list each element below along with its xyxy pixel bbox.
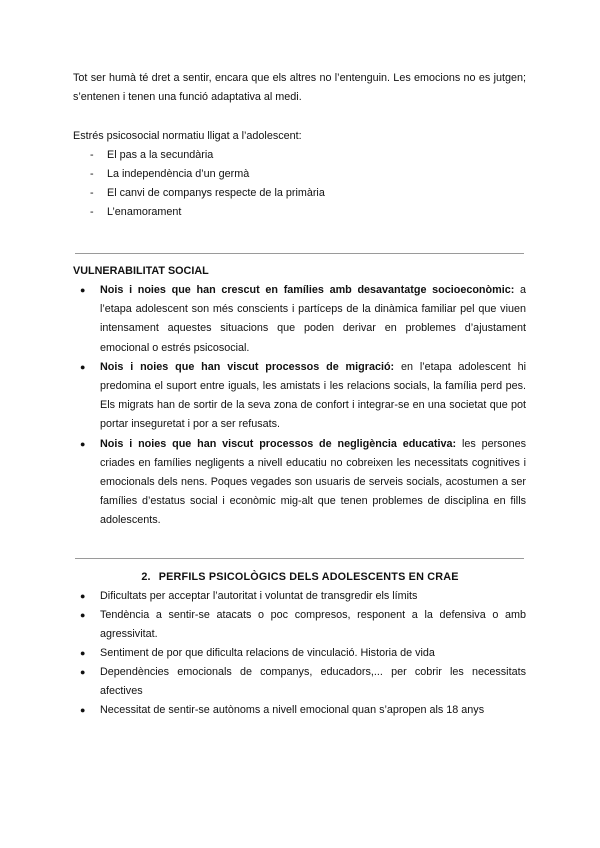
bullet-icon: ● — [80, 667, 86, 677]
item-body: les persones criades en famílies negligents a nivell educatiu no cobreixen les necessitats cognitives i emocionals dels nens. Poques vegades son usuaris de serveis socials, acostumen a ser famílies d’estatus social i econòmic mig-alt que tenen problemes de disciplina en fills adolescents. — [100, 437, 526, 527]
list-item-text — [100, 281, 526, 358]
bullet-icon: ● — [80, 591, 86, 601]
list-item — [90, 165, 325, 184]
stress-list — [90, 146, 325, 222]
list-item — [90, 146, 325, 165]
list-item-text: Sentiment de por que dificulta relacions de vinculació. Historia de vida — [100, 647, 435, 659]
bullet-icon: ● — [80, 705, 86, 715]
horizontal-divider — [75, 253, 524, 254]
list-item-text: Necessitat de sentir-se autònoms a nivell emocional quan s’apropen als 18 anys — [100, 704, 485, 716]
vulnerability-list — [73, 281, 526, 531]
item-bold-lead: Nois i noies que han crescut en famílies amb desavantatge socioeconòmic: — [100, 284, 515, 296]
dash-marker: - — [90, 206, 94, 218]
section-title-text: PERFILS PSICOLÒGICS DELS ADOLESCENTS EN CRAE — [158, 571, 459, 583]
item-bold-lead: Nois i noies que han viscut processos de negligència educativa: — [100, 437, 457, 450]
list-item — [73, 358, 526, 435]
list-item — [73, 435, 526, 531]
item-bold-lead: Nois i noies que han viscut processos de migració: — [100, 360, 395, 373]
list-item-text: L’enamorament — [107, 206, 182, 218]
item-body: a l’etapa adolescent son més conscients i partíceps de la dinàmica familiar pel que viuen intensament aquestes situacions que poden derivar en problemes d’ajustament emocional o estrés psicosocial. — [100, 284, 526, 354]
section-title-vulnerability: VULNERABILITAT SOCIAL — [73, 265, 209, 277]
section-title-profiles — [0, 568, 600, 587]
dash-marker: - — [90, 168, 94, 180]
profiles-list — [73, 587, 526, 720]
list-item-text: El canvi de companys respecte de la primària — [107, 187, 325, 199]
intro-paragraph: Tot ser humà té dret a sentir, encara que els altres no l’entenguin. Les emocions no es jutgen; s’entenen i tenen una funció adaptativa al medi. — [73, 72, 526, 103]
stress-heading: Estrés psicosocial normatiu lligat a l’adolescent: — [73, 130, 302, 142]
dash-marker: - — [90, 187, 94, 199]
list-item — [73, 663, 526, 701]
item-body: en l’etapa adolescent hi predomina el suport entre iguals, les amistats i les relacions socials, la família perd pes. Els migrats han de sortir de la seva zona de confort i integrar-se en una societat que pot portar inseguretat i por a ser refusats. — [100, 360, 526, 431]
list-item — [73, 644, 526, 663]
list-item-text: Dificultats per acceptar l’autoritat i voluntat de transgredir els límits — [100, 590, 418, 602]
horizontal-divider — [75, 558, 524, 559]
list-item — [73, 701, 526, 720]
list-item — [90, 184, 325, 203]
bullet-icon: ● — [80, 610, 86, 620]
list-item-text: Dependències emocionals de companys, educadors,... per cobrir les necessitats afectives — [100, 666, 526, 697]
bullet-icon: ● — [80, 438, 86, 449]
bullet-icon: ● — [80, 285, 86, 295]
bullet-icon: ● — [80, 361, 86, 372]
list-item-text: La independència d’un germà — [107, 168, 250, 180]
bullet-icon: ● — [80, 648, 86, 658]
list-item — [90, 203, 325, 222]
list-item-text — [100, 358, 526, 435]
list-item-text — [100, 435, 526, 531]
list-item-text: El pas a la secundària — [107, 149, 214, 161]
list-item — [73, 587, 526, 606]
dash-marker: - — [90, 149, 94, 161]
list-item — [73, 281, 526, 358]
list-item-text: Tendència a sentir-se atacats o poc compresos, responent a la defensiva o amb agressivitat. — [100, 609, 526, 640]
list-item — [73, 606, 526, 644]
section-number: 2. — [141, 571, 151, 583]
